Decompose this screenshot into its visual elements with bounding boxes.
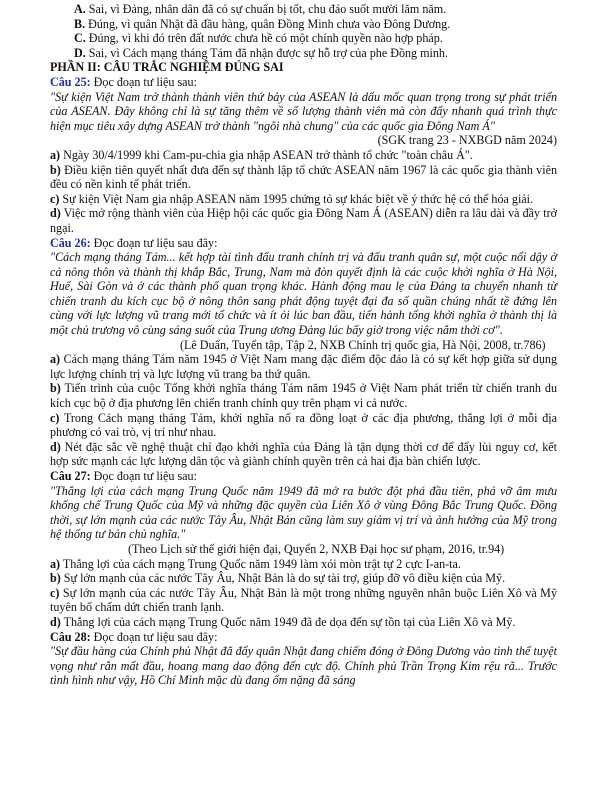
statement-b: b) Điều kiện tiên quyết nhất đưa đến sự thành lập tổ chức ASEAN năm 1967 là các quốc gia thành viên đều có nền kinh tế phát triển. — [50, 162, 557, 192]
statement-b: b) Sự lớn mạnh của các nước Tây Âu, Nhật Bản là do sự tài trợ, giúp đỡ vô điều kiện của Mỹ. — [50, 571, 506, 586]
statement-d: d) Nét đặc sắc về nghệ thuật chỉ đạo khởi nghĩa của Đảng là tận dụng thời cơ để đẩy lùi nguy cơ, kết hợp sức mạnh các lực lượng dân tộc và giành chính quyền trên cả hai địa bàn chiến lược. — [50, 439, 557, 469]
quote-source: (SGK trang 23 - NXBGD năm 2024) — [377, 133, 557, 148]
statement-c: c) Trong Cách mạng tháng Tám, khởi nghĩa nổ ra đồng loạt ở các địa phương, thắng lợi ở mỗi địa phương có vai trò, vị trí như nhau. — [50, 410, 557, 440]
quote-source: (Lê Duẩn, Tuyển tập, Tập 2, NXB Chính trị quốc gia, Hà Nội, 2008, tr.786) — [180, 337, 546, 352]
quote-text: "Cách mạng tháng Tám... kết hợp tài tình đấu tranh chính trị và đấu tranh quân sự, một cuộc nổi dậy ở cả nông thôn và thành thị khắp Bắc, Trung, Nam mà đòn quyết định là các cuộc khởi nghĩa ở Hà Nội, Huế, Sài Gòn và ở các thành phố quan trọng khác. Hành động mau lẹ của Đảng ta chuyển nhanh từ chiến tranh du kích cục bộ ở nông thôn sang phát động tuyệt đại đa số quần chúng nhất tề đứng lên cùng với lực lượng vũ trang mới tổ chức và ít ỏi lúc ban đầu, tiến hành tổng khởi nghĩa ở thành thị là một chủ trương vô cùng sáng suốt của Trung ương Đảng lúc bấy giờ trong việc nắm thời cơ". — [50, 250, 557, 338]
question-28 — [50, 630, 557, 688]
option-a: A. Sai, vì Đảng, nhân dân đã có sự chuẩn bị tốt, chu đáo suốt mười lăm năm. — [74, 2, 447, 16]
question-header: Câu 28: Đọc đoạn tư liệu sau đây: — [50, 629, 218, 644]
quote-text: "Thắng lợi của cách mạng Trung Quốc năm 1949 đã mở ra bước đột phá đầu tiên, phá vỡ âm mưu khống chế Trung Quốc của Mỹ và những đặc quyền của Liên Xô ở vùng Đông Bắc Trung Quốc. Đồng thời, sự lớn mạnh của các nước Tây Âu, Nhật Bản cũng làm suy giảm vị trí và ảnh hưởng của Mỹ trong hệ thống tư bản chủ nghĩa." — [50, 483, 557, 542]
question-header: Câu 27: Đọc đoạn tư liệu sau: — [50, 469, 197, 483]
statement-a: a) Ngày 30/4/1999 khi Cam-pu-chia gia nhập ASEAN trở thành tổ chức "toàn châu Á". — [50, 147, 473, 162]
question-25 — [50, 75, 557, 236]
question-header: Câu 25: Đọc đoạn tư liệu sau: — [50, 74, 197, 89]
question-27 — [50, 469, 557, 630]
statement-b: b) Tiến trình của cuộc Tổng khởi nghĩa tháng Tám năm 1945 ở Việt Nam phát triển từ chiến tranh du kích cục bộ ở địa phương lên chiến tranh chính quy trên phạm vi cả nước. — [50, 381, 557, 411]
option-c: C. Đúng, vì khi đó trên đất nước chưa hề có một chính quyền nào hợp pháp. — [74, 31, 443, 46]
question-26 — [50, 236, 557, 470]
statement-d: d) Việc mở rộng thành viên của Hiệp hội các quốc gia Đông Nam Á (ASEAN) diễn ra lâu dài và đầy trở ngại. — [50, 206, 557, 235]
statement-a: a) Cách mạng tháng Tám năm 1945 ở Việt Nam mang đặc điểm độc đáo là có sự kết hợp giữa sử dụng lực lượng chính trị và lực lượng vũ trang ba thứ quân. — [50, 352, 557, 381]
option-b: B. Đúng, vì quân Nhật đã đầu hàng, quân Đồng Minh chưa vào Đông Dương. — [74, 16, 451, 31]
quote-source: (Theo Lịch sử thế giới hiện đại, Quyển 2, NXB Đại học sư phạm, 2016, tr.94) — [128, 541, 505, 556]
quote-text: "Sự kiện Việt Nam trở thành thành viên thứ bảy của ASEAN là dấu mốc quan trọng trong sự phát triển của ASEAN. Đây không chỉ là sự tăng thêm về số lượng thành viên mà còn đẩy nhanh quá trình thực hiện mục tiêu xây dựng ASEAN trở thành "ngôi nhà chung" của các quốc gia Đông Nam Á" — [50, 89, 557, 133]
statement-a: a) Thắng lợi của cách mạng Trung Quốc năm 1949 làm xói mòn trật tự 2 cực I-an-ta. — [50, 556, 461, 571]
quote-text: "Sự đầu hàng của Chính phủ Nhật đã đẩy quân Nhật đang chiếm đóng ở Đông Dương vào tình thế tuyệt vọng như rắn mất đầu, hoang mang dao động đến cực độ. Chính phủ Trần Trọng Kim rệu rã... Trước tình hình như vậy, Hồ Chí Minh mặc dù đang ốm nặng đã sáng — [50, 644, 557, 688]
question-header: Câu 26: Đọc đoạn tư liệu sau đây: — [50, 235, 218, 250]
previous-question-options — [50, 2, 557, 60]
option-d: D. Sai, vì Cách mạng tháng Tám đã nhận được sự hỗ trợ của phe Đồng minh. — [74, 45, 448, 60]
section-title: PHẦN II: CÂU TRẮC NGHIỆM ĐÚNG SAI — [50, 60, 284, 75]
statement-c: c) Sự kiện Việt Nam gia nhập ASEAN năm 1995 chứng tỏ sự khác biệt về ý thức hệ có thể hóa giải. — [50, 191, 534, 206]
statement-d: d) Thắng lợi của cách mạng Trung Quốc năm 1949 đã đe dọa đến sự tồn tại của Liên Xô và Mỹ. — [50, 614, 516, 629]
statement-c: c) Sự lớn mạnh của các nước Tây Âu, Nhật Bản là một trong những nguyên nhân buộc Liên Xô và Mỹ tuyên bố chấm dứt chiến tranh lạnh. — [50, 585, 557, 615]
